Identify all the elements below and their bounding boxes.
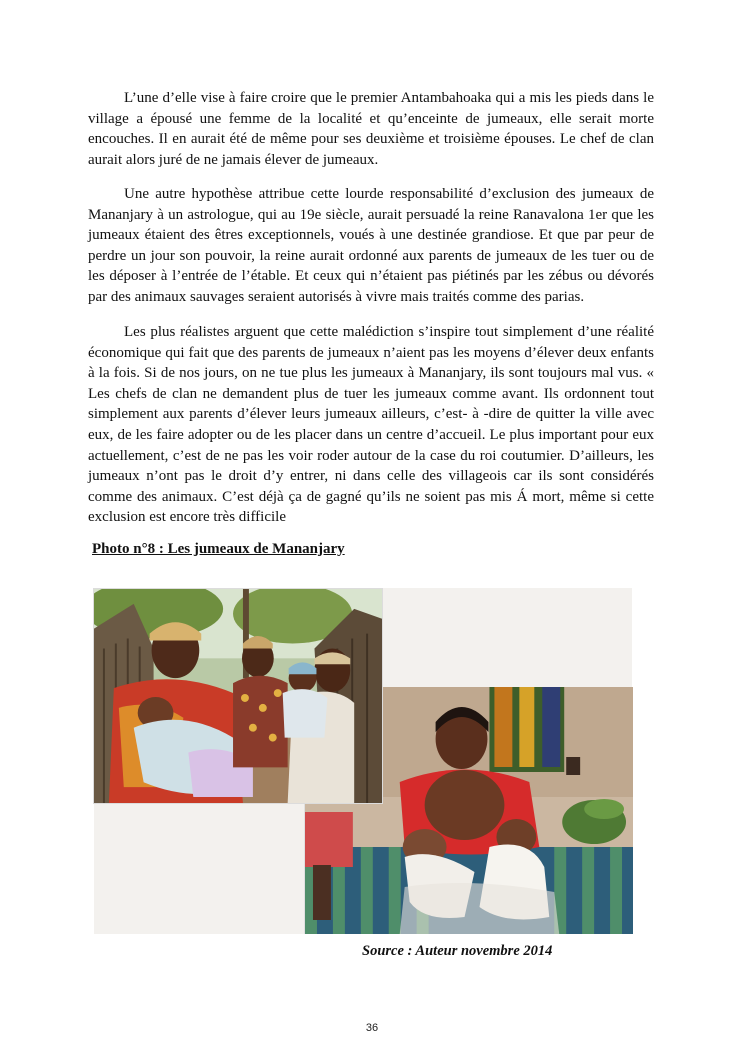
page-number: 36 bbox=[365, 1022, 379, 1034]
photo-caption: Photo n°8 : Les jumeaux de Mananjary bbox=[92, 541, 345, 557]
paragraph-hypothesis-astrologer: Une autre hypothèse attribue cette lourde responsabilité d’exclusion des jumeaux de Mananjary à un astrologue, qui au 19e siècle, aurait persuadé la reine Ranavalona 1er que les jumeaux étaient des êtres exceptionnels, voués à une destinée grandiose. Et que par peur de perdre un jour son pouvoir, la reine aurait ordonné aux parents de jumeaux de les tuer ou de les déposer à l’entrée de l’étable. Et ceux qui n’étaient pas piétinés par les zébus ou dévorés par des animaux sauvages seraient autorisés à vivre mais traités comme des parias. bbox=[88, 186, 654, 305]
photo-source: Source : Auteur novembre 2014 bbox=[362, 943, 553, 959]
paragraph-economic-reality: Les plus réalistes arguent que cette malédiction s’inspire tout simplement d’une réalité économique qui fait que des parents de jumeaux n’aient pas les moyens d’élever deux enfants à la fois. Si de nos jours, on ne tue plus les jumeaux à Mananjary, ils sont toujours mal vus. « Les chefs de clan ne demandent plus de tuer les jumeaux comme avant. Ils ordonnent tout simplement aux parents d’élever leurs jumeaux ailleurs, c’est- à -dire de quitter la ville avec eux, de les faire adopter ou de les placer dans un centre d’accueil. Le plus important pour eux actuellement, c’est de ne pas les voir roder autour de la case du roi coutumier. D’ailleurs, les jumeaux n’ont pas le droit d’y entrer, ni dans celle des villageois car ils sont considérés comme des animaux. C’est déjà ça de gagné qu’ils ne soient pas mis Á mort, même si cette exclusion est encore très difficile bbox=[88, 324, 654, 526]
paragraph-legend-first-antambahoaka: L’une d’elle vise à faire croire que le premier Antambahoaka qui a mis les pieds dans le village a épousé une femme de la localité et qu’enceinte de jumeaux, elle serait morte encouches. Il en aurait été de même pour ses deuxième et troisième épouses. Le chef de clan aurait alors juré de ne jamais élever de jumeaux. bbox=[88, 90, 654, 168]
photo-women-holding-twins-image bbox=[94, 589, 382, 803]
photo-women-holding-twins bbox=[93, 588, 383, 804]
